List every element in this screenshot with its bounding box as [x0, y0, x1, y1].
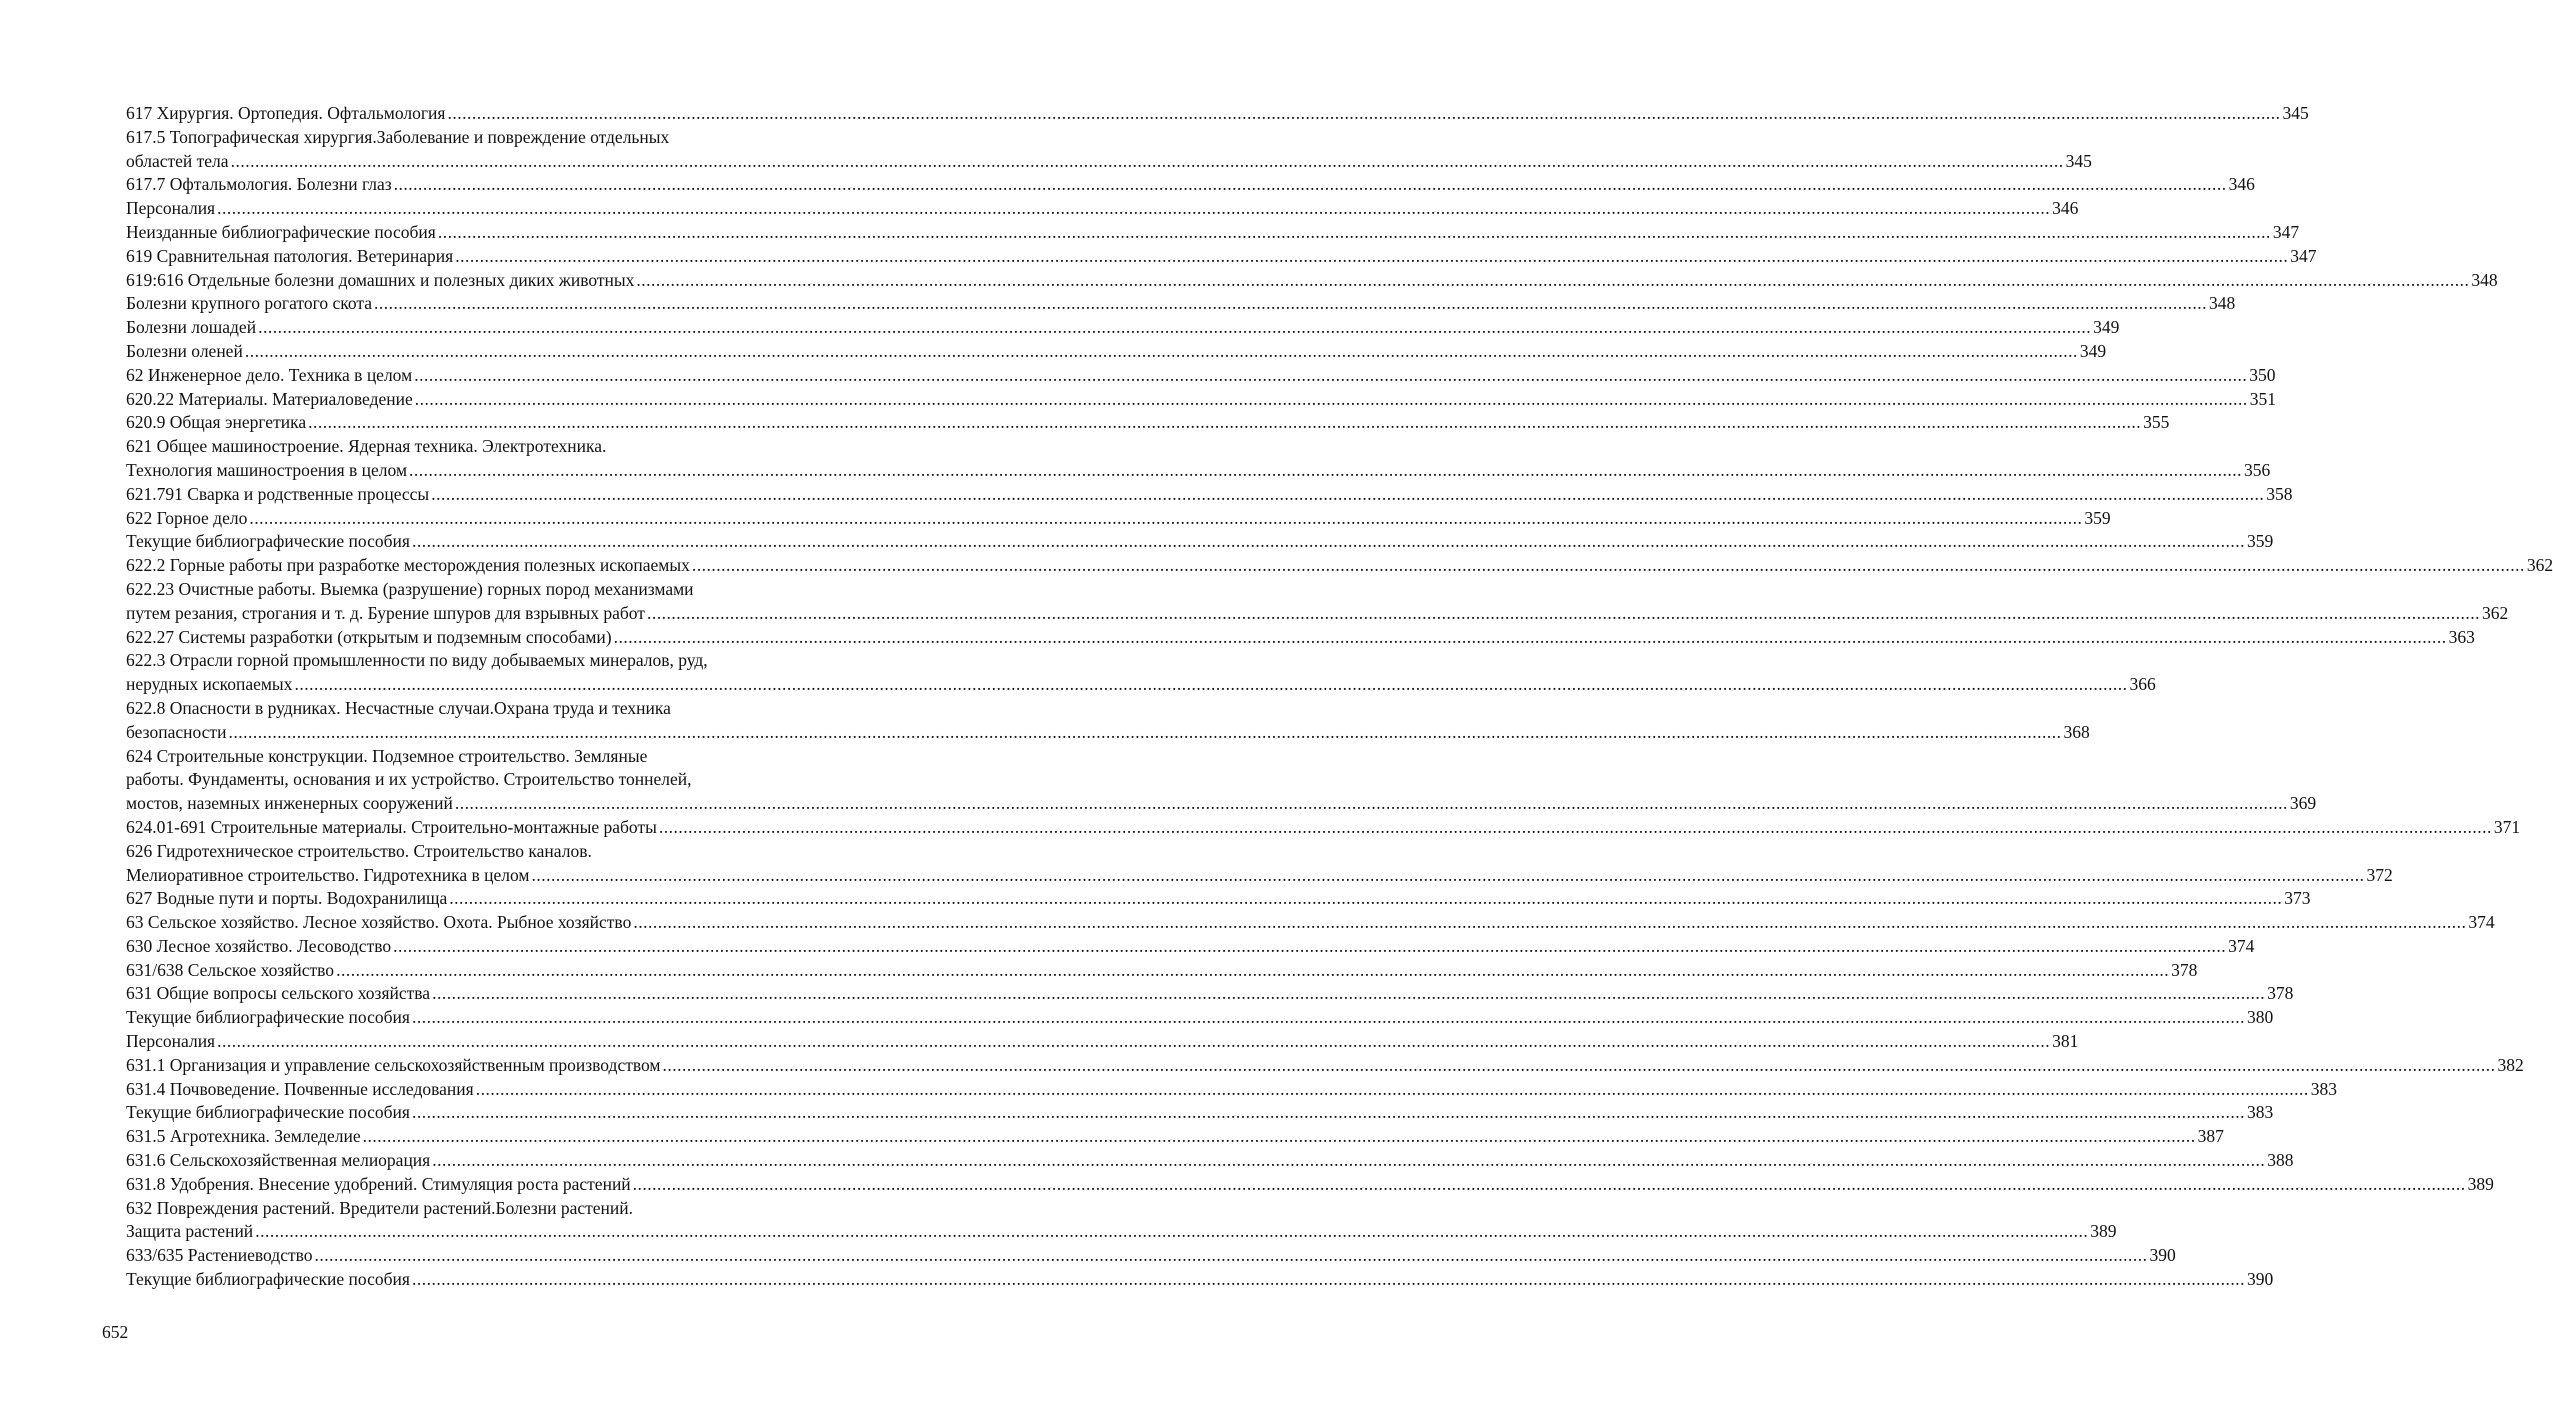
toc-entry: [126, 435, 2271, 483]
toc-entry-last-line: [126, 411, 2170, 435]
dot-leader: [228, 721, 2061, 745]
toc-entry-title-line: 622.2 Горные работы при разработке месторождения полезных ископаемых: [126, 555, 690, 576]
toc-entry-last-line: [126, 1268, 2274, 1292]
toc-entry-page: 348: [2471, 269, 2498, 290]
toc-entry-last-line: [126, 1220, 2117, 1244]
toc-entry-page: 347: [2272, 221, 2300, 242]
toc-entry-page: 359: [2246, 531, 2274, 552]
toc-entry-page: 389: [2090, 1221, 2117, 1242]
toc-entry-page: 359: [2084, 507, 2111, 528]
toc-entry-page: 349: [2079, 340, 2107, 361]
dot-leader: [692, 554, 2525, 578]
toc-entry-title-line: 632 Повреждения растений. Вредители растений.Болезни растений.: [126, 1197, 634, 1218]
toc-entry-page: 387: [2197, 1126, 2224, 1147]
toc-entry-last-line: [126, 173, 2255, 197]
toc-entry-page: 372: [2366, 864, 2393, 885]
toc-entry: [126, 578, 2509, 626]
toc-entry-page: 383: [2246, 1102, 2274, 1123]
dot-leader: [412, 1006, 2245, 1030]
toc-entry-last-line: [126, 554, 2553, 578]
toc-entry: [126, 1030, 2079, 1054]
toc-entry-last-line: [126, 1101, 2274, 1125]
toc-entry-last-line: [126, 959, 2198, 983]
toc-entry-page: 381: [2052, 1031, 2079, 1052]
toc-entry-title-line: 617.7 Офтальмология. Болезни глаз: [126, 174, 392, 195]
toc-entry: [126, 1268, 2274, 1292]
toc-entry: [126, 887, 2311, 911]
toc-entry-last-line: [126, 221, 2300, 245]
dot-leader: [432, 1149, 2265, 1173]
dot-leader: [249, 507, 2082, 531]
toc-entry-page: 345: [2282, 103, 2309, 123]
toc-entry: [126, 1244, 2176, 1268]
dot-leader: [438, 221, 2271, 245]
toc-entry-page: 389: [2467, 1173, 2494, 1194]
toc-entry-title-line: 624.01-691 Строительные материалы. Строительно-монтажные работы: [126, 816, 657, 837]
toc-entry: [126, 982, 2294, 1006]
toc-entry-last-line: [126, 364, 2276, 388]
toc-entry-page: 346: [2228, 174, 2255, 195]
toc-entry: [126, 1054, 2524, 1078]
toc-entry-title-line: 622 Горное дело: [126, 507, 248, 528]
toc-entry-title-line: 631.8 Удобрения. Внесение удобрений. Стимуляция роста растений: [126, 1173, 631, 1194]
toc-entry-title-line: Персоналия: [126, 1031, 216, 1052]
toc-entry: [126, 507, 2111, 531]
toc-entry-title-line: 627 Водные пути и порты. Водохранилища: [126, 888, 448, 909]
toc-entry: [126, 1173, 2494, 1197]
toc-entry-last-line: [126, 197, 2079, 221]
toc-entry-page: 378: [2171, 959, 2198, 980]
dot-leader: [455, 792, 2288, 816]
toc-entry-title-line: Неизданные библиографические пособия: [126, 221, 436, 242]
toc-entry: [126, 269, 2498, 293]
toc-entry-last-line: [126, 1244, 2176, 1268]
toc-entry-last-line: [126, 1125, 2224, 1149]
toc-entry: [126, 364, 2276, 388]
toc-entry: [126, 1197, 2117, 1245]
dot-leader: [663, 1054, 2496, 1078]
toc-entry-title-line: 626 Гидротехническое строительство. Строительство каналов.: [126, 840, 592, 861]
toc-entry-last-line: [126, 459, 2271, 483]
dot-leader: [255, 1220, 2088, 1244]
toc-entry: [126, 959, 2198, 983]
toc-entry-last-line: [126, 1149, 2294, 1173]
toc-entry-page: 366: [2129, 674, 2156, 695]
toc-entry-page: 374: [2228, 935, 2255, 956]
toc-entry-title-line: безопасности: [126, 721, 227, 742]
dot-leader: [258, 316, 2091, 340]
toc-entry-last-line: [126, 721, 2090, 745]
toc-entry-title-line: 624 Строительные конструкции. Подземное строительство. Земляные: [126, 745, 648, 766]
toc-entry-last-line: [126, 1173, 2494, 1197]
dot-leader: [308, 411, 2141, 435]
toc-entry-title-line: 619:616 Отдельные болезни домашних и полезных диких животных: [126, 269, 635, 290]
toc-entry-title-line: 622.27 Системы разработки (открытым и подземным способами): [126, 626, 612, 647]
toc-entry-title-line: 622.23 Очистные работы. Выемка (разрушение) горных пород механизмами: [126, 578, 694, 599]
toc-entry-last-line: [126, 792, 2317, 816]
toc-entry-page: 388: [2267, 1150, 2294, 1171]
toc-entry-last-line: [126, 316, 2120, 340]
toc-entry-last-line: [126, 245, 2317, 269]
toc-entry-last-line: [126, 602, 2509, 626]
toc-entry-title-line: Технология машиностроения в целом: [126, 459, 408, 480]
toc-entry: [126, 197, 2079, 221]
toc-entry-title-line: Текущие библиографические пособия: [126, 1269, 410, 1290]
toc-entry-page: 363: [2448, 626, 2475, 647]
toc-entry-page: 362: [2481, 602, 2509, 623]
toc-entry-page: 390: [2149, 1245, 2176, 1266]
toc-entry-page: 383: [2310, 1078, 2337, 1099]
dot-leader: [363, 1125, 2196, 1149]
toc-entry-last-line: [126, 150, 2092, 174]
dot-leader: [432, 982, 2265, 1006]
toc-entry-title-line: Текущие библиографические пособия: [126, 1102, 410, 1123]
toc-entry: [126, 1149, 2294, 1173]
toc-entry-last-line: [126, 864, 2393, 888]
toc-entry-title-line: 619 Сравнительная патология. Ветеринария: [126, 245, 454, 266]
toc-entry-title-line: областей тела: [126, 150, 229, 171]
toc-entry-title-line: 620.9 Общая энергетика: [126, 412, 307, 433]
toc-entry-title-line: 63 Сельское хозяйство. Лесное хозяйство. Охота. Рыбное хозяйство: [126, 912, 632, 933]
dot-leader: [315, 1244, 2148, 1268]
toc-entry-page: 362: [2526, 555, 2553, 576]
toc-entry-title-line: 62 Инженерное дело. Техника в целом: [126, 364, 413, 385]
dot-leader: [633, 911, 2466, 935]
toc-entry-last-line: [126, 816, 2521, 840]
toc-entry-page: 351: [2249, 388, 2276, 409]
toc-entry-page: 346: [2052, 198, 2079, 219]
toc-entry: [126, 126, 2092, 174]
toc-entry-last-line: [126, 102, 2309, 126]
dot-leader: [476, 1078, 2309, 1102]
toc-entry: [126, 1078, 2337, 1102]
toc-entry-page: 371: [2493, 816, 2521, 837]
toc-entry: [126, 911, 2495, 935]
toc-entry-title-line: Персоналия: [126, 198, 216, 219]
toc-entry-title-line: 622.8 Опасности в рудниках. Несчастные случаи.Охрана труда и техника: [126, 697, 671, 718]
toc-entry-title-line: 620.22 Материалы. Материаловедение: [126, 388, 413, 409]
toc-entry: [126, 745, 2317, 816]
dot-leader: [659, 816, 2492, 840]
toc-entry-title-line: путем резания, строгания и т. д. Бурение шпуров для взрывных работ: [126, 602, 645, 623]
toc-entry-title-line: 617.5 Топографическая хирургия.Заболевание и повреждение отдельных: [126, 126, 670, 147]
dot-leader: [336, 959, 2169, 983]
toc-entry-title-line: 630 Лесное хозяйство. Лесоводство: [126, 935, 392, 956]
toc-entry-title-line: 631 Общие вопросы сельского хозяйства: [126, 983, 431, 1004]
toc-entry: [126, 1006, 2274, 1030]
toc-entry-page: 347: [2290, 245, 2317, 266]
toc-entry-page: 378: [2267, 983, 2294, 1004]
toc-entry-last-line: [126, 340, 2107, 364]
toc-entry: [126, 245, 2317, 269]
toc-entry-last-line: [126, 1030, 2079, 1054]
toc-entry-title-line: 621 Общее машиностроение. Ядерная техника. Электротехника.: [126, 436, 607, 457]
dot-leader: [217, 197, 2050, 221]
toc-entry: [126, 1101, 2274, 1125]
dot-leader: [431, 483, 2264, 507]
toc-entry-page: 356: [2244, 459, 2271, 480]
toc-entry-page: 382: [2497, 1054, 2524, 1075]
toc-entry-title-line: 633/635 Растениеводство: [126, 1245, 313, 1266]
dot-leader: [415, 388, 2248, 412]
toc-entry: [126, 935, 2255, 959]
toc-entry-title-line: Болезни оленей: [126, 340, 243, 361]
toc-entry-title-line: Текущие библиографические пособия: [126, 531, 410, 552]
toc-entry-last-line: [126, 292, 2236, 316]
toc-entry: [126, 340, 2107, 364]
table-of-contents: [126, 102, 2553, 1292]
toc-entry: [126, 483, 2293, 507]
toc-entry-last-line: [126, 935, 2255, 959]
toc-entry-title-line: Болезни лошадей: [126, 317, 257, 338]
dot-leader: [374, 292, 2207, 316]
toc-entry-title-line: Текущие библиографические пособия: [126, 1007, 410, 1028]
dot-leader: [217, 1030, 2050, 1054]
toc-entry-title-line: 631.4 Почвоведение. Почвенные исследования: [126, 1078, 474, 1099]
toc-entry: [126, 316, 2120, 340]
dot-leader: [231, 150, 2064, 174]
toc-entry-title-line: 621.791 Сварка и родственные процессы: [126, 483, 430, 504]
dot-leader: [636, 269, 2469, 293]
dot-leader: [393, 935, 2226, 959]
toc-entry-last-line: [126, 1006, 2274, 1030]
dot-leader: [449, 887, 2282, 911]
toc-entry: [126, 102, 2309, 126]
toc-entry-title-line: нерудных ископаемых: [126, 674, 293, 695]
toc-entry-title-line: 631.1 Организация и управление сельскохозяйственным производством: [126, 1054, 661, 1075]
toc-entry: [126, 649, 2156, 697]
toc-entry-title-line: Мелиоративное строительство. Гидротехника в целом: [126, 864, 530, 885]
toc-entry-last-line: [126, 626, 2475, 650]
toc-entry: [126, 554, 2553, 578]
toc-entry-page: 369: [2289, 793, 2317, 814]
toc-entry-page: 373: [2284, 888, 2311, 909]
dot-leader: [614, 626, 2447, 650]
dot-leader: [409, 459, 2242, 483]
toc-entry-title-line: Защита растений: [126, 1221, 254, 1242]
dot-leader: [531, 864, 2364, 888]
toc-entry-title-line: работы. Фундаменты, основания и их устройство. Строительство тоннелей,: [126, 769, 692, 790]
toc-entry-last-line: [126, 982, 2294, 1006]
toc-entry: [126, 626, 2475, 650]
dot-leader: [412, 530, 2245, 554]
dot-leader: [414, 364, 2247, 388]
toc-entry: [126, 840, 2393, 888]
toc-entry-page: 390: [2246, 1269, 2274, 1290]
toc-entry-last-line: [126, 1078, 2337, 1102]
dot-leader: [245, 340, 2078, 364]
toc-entry-last-line: [126, 673, 2156, 697]
toc-entry-last-line: [126, 911, 2495, 935]
toc-entry-title-line: мостов, наземных инженерных сооружений: [126, 793, 453, 814]
toc-entry-last-line: [126, 507, 2111, 531]
toc-entry-last-line: [126, 388, 2276, 412]
toc-entry-last-line: [126, 887, 2311, 911]
toc-entry-title-line: 631.5 Агротехника. Земледелие: [126, 1126, 361, 1147]
toc-entry-page: 345: [2065, 150, 2092, 171]
toc-entry: [126, 411, 2170, 435]
toc-entry-last-line: [126, 530, 2274, 554]
toc-entry: [126, 221, 2300, 245]
toc-entry-last-line: [126, 483, 2293, 507]
toc-entry: [126, 530, 2274, 554]
toc-entry-title-line: 617 Хирургия. Ортопедия. Офтальмология: [126, 103, 446, 123]
toc-entry-page: 358: [2266, 483, 2293, 504]
toc-entry-last-line: [126, 269, 2498, 293]
dot-leader: [294, 673, 2127, 697]
toc-entry-title-line: Болезни крупного рогатого скота: [126, 293, 372, 314]
toc-entry-page: 374: [2468, 912, 2495, 933]
toc-entry-page: 348: [2208, 293, 2236, 314]
dot-leader: [447, 102, 2280, 126]
toc-entry-title-line: 622.3 Отрасли горной промышленности по виду добываемых минералов, руд,: [126, 650, 708, 671]
toc-entry: [126, 816, 2521, 840]
dot-leader: [394, 173, 2227, 197]
dot-leader: [633, 1173, 2466, 1197]
toc-entry-page: 350: [2249, 364, 2276, 385]
toc-entry-page: 380: [2246, 1007, 2274, 1028]
toc-entry: [126, 388, 2276, 412]
toc-entry-title-line: 631.6 Сельскохозяйственная мелиорация: [126, 1150, 431, 1171]
dot-leader: [647, 602, 2480, 626]
dot-leader: [412, 1101, 2245, 1125]
toc-entry-page: 349: [2093, 317, 2120, 338]
toc-entry: [126, 697, 2090, 745]
toc-entry: [126, 292, 2236, 316]
toc-entry-title-line: 631/638 Сельское хозяйство: [126, 959, 335, 980]
toc-entry-page: 355: [2143, 412, 2170, 433]
toc-entry: [126, 173, 2255, 197]
dot-leader: [412, 1268, 2245, 1292]
dot-leader: [455, 245, 2288, 269]
toc-entry: [126, 1125, 2224, 1149]
page-number: 652: [102, 1322, 129, 1342]
toc-entry-last-line: [126, 1054, 2524, 1078]
toc-entry-page: 368: [2063, 721, 2090, 742]
